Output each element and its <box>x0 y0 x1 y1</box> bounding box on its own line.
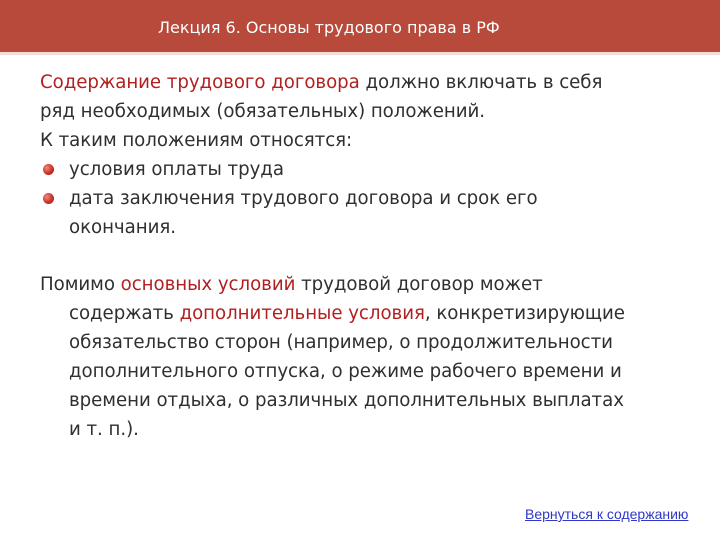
text-fragment: содержать <box>69 303 180 324</box>
list-item <box>40 155 705 184</box>
paragraph2-line1 <box>40 270 705 299</box>
paragraph-additional-conditions <box>40 270 705 444</box>
term-additional-conditions: дополнительные условия <box>179 303 425 324</box>
list-item-text: дата заключения трудового договора и срок его <box>69 188 538 209</box>
paragraph1-line1 <box>40 68 705 97</box>
paragraph2-line5: времени отдыха, о различных дополнительных выплатах <box>69 390 624 411</box>
term-main-conditions: основных условий <box>120 274 296 295</box>
header-bar <box>0 0 720 55</box>
paragraph1-line2: ряд необходимых (обязательных) положений. <box>40 101 486 122</box>
list-item-continuation: окончания. <box>69 217 176 238</box>
paragraph2-line4: дополнительного отпуска, о режиме рабочего времени и <box>69 361 622 382</box>
paragraph2-line3: обязательство сторон (например, о продолжительности <box>69 332 613 353</box>
list-item-text: условия оплаты труда <box>69 159 284 180</box>
term-contract-content: Содержание трудового договора <box>40 72 360 93</box>
text-fragment: трудовой договор может <box>295 274 543 295</box>
slide-title: Лекция 6. Основы трудового права в РФ <box>158 18 500 37</box>
paragraph1-line1-rest: должно включать в себя <box>359 72 603 93</box>
paragraph-contract-content <box>40 68 705 242</box>
back-to-contents-link[interactable]: Вернуться к содержанию <box>525 506 689 522</box>
text-fragment: , конкретизирующие <box>424 303 625 324</box>
red-ball-bullet-icon <box>43 164 54 175</box>
paragraph2-line2 <box>40 299 705 328</box>
paragraph2-line6: и т. п.). <box>69 419 139 440</box>
red-ball-bullet-icon <box>43 193 54 204</box>
text-fragment: Помимо <box>40 274 121 295</box>
paragraph1-line3: К таким положениям относятся: <box>40 130 353 151</box>
list-item <box>40 184 705 213</box>
